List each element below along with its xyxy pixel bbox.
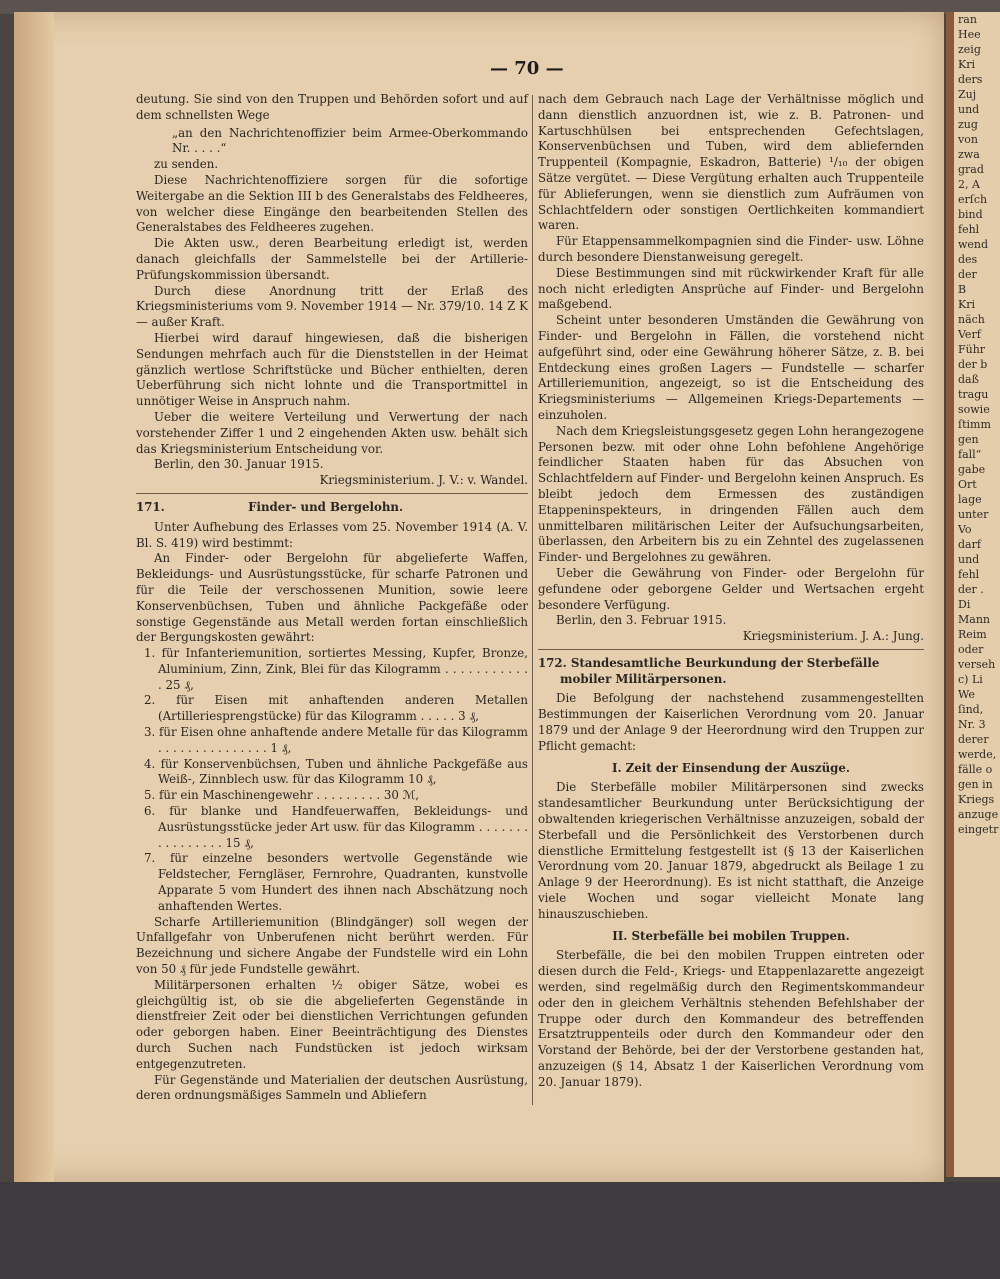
next-page-fragment: Hee [958, 28, 981, 41]
next-page-fragment: daß [958, 373, 979, 386]
paragraph: Hierbei wird darauf hingewiesen, daß die bisherigen Sendungen mehrfach auch für die Dienststellen in der Heimat gänzlich wertlose Schriftstücke und Bücher enthielten, deren Ueberführung sich nicht lohnte und die Transportmittel in unnötiger Weise in Anspruch nahm. [136, 330, 528, 409]
section-divider [538, 649, 924, 650]
list-item: 6. für blanke und Handfeuerwaffen, Bekleidungs- und Ausrüstungsstücke jeder Art usw. für das Kilogramm . . . . . . . . . . . . . . . . 15 ₰, [144, 804, 528, 850]
paragraph: nach dem Gebrauch nach Lage der Verhältnisse möglich und dann dienstlich anzuordnen ist, wie z. B. Patronen- und Kartuschhülsen bei entsprechenden Gefechtslagen, Konservenbüchsen und Tuben, wird dem abliefernden Truppenteil (Kompagnie, Eskadron, Batterie) ¹/₁₀ der obigen Sätze vergütet. — Diese Vergütung erhalten auch Truppenteile für Ablieferungen, wenn sie dienstlich zum Aufräumen von Schlachtfeldern oder sonstigen Oertlichkeiten kommandiert waren. [538, 92, 924, 233]
paragraph: Die Sterbefälle mobiler Militärpersonen sind zwecks standesamtlicher Beurkundung unter Berücksichtigung der obwaltenden kriegerischen Verhältnisse anzuzeigen, sobald der Sterbefall und die Persönlichkeit des Verstorbenen durch dienstliche Ermittelung festgestellt ist (§ 13 der Kaiserlichen Verordnung vom 20. Januar 1879, abgedruckt als Beilage 1 zu Anlage 9 der Heerordnung). Es ist nicht statthaft, die Anzeige viele Wochen und sogar vielleicht Monate lang hinauszuschieben. [538, 780, 924, 921]
next-page-edge [946, 12, 1000, 1177]
section-number: 172. [538, 655, 567, 670]
section-intro: Die Befolgung der nachstehend zusammengestellten Bestimmungen der Kaiserlichen Verordnung vom 20. Januar 1879 und der Anlage 9 der Heerordnung wird den Truppen zur Pflicht gemacht: [538, 691, 924, 753]
next-page-fragment: Führ [958, 343, 986, 356]
paragraph: Für Gegenstände und Materialien der deutschen Ausrüstung, deren ordnungsmäßiges Sammeln und Abliefern [136, 1072, 528, 1103]
paragraph: Die Akten usw., deren Bearbeitung erledigt ist, werden danach gleichfalls der Sammelstelle bei der Artillerie-Prüfungskommission übersandt. [136, 236, 528, 282]
list-item: 7. für einzelne besonders wertvolle Gegenstände wie Feldstecher, Ferngläser, Fernrohre, Quadranten, kunstvolle Apparate 5 vom Hundert des ihnen nach Abschätzung noch anhaftenden Wertes. [144, 851, 528, 913]
next-page-fragment: des [958, 253, 978, 266]
paragraph: Ueber die Gewährung von Finder- oder Bergelohn für gefundene oder geborgene Gelder und Wertsachen ergeht besondere Verfügung. [538, 565, 924, 612]
next-page-fragment: Di [958, 598, 971, 611]
next-page-fragment: Kriegs [958, 793, 995, 806]
next-page-fragment: Vo [958, 523, 972, 536]
next-page-fragment: ran [958, 13, 977, 26]
next-page-fragment: Reim [958, 628, 987, 641]
next-page-fragment: wend [958, 238, 989, 251]
subsection-title: II. Sterbefälle bei mobilen Truppen. [612, 928, 850, 943]
next-page-fragment: der b [958, 358, 988, 371]
next-page-fragment: anzuge [958, 808, 999, 821]
list-item: 3. für Eisen ohne anhaftende andere Metalle für das Kilogramm . . . . . . . . . . . . . . . 1 ₰, [144, 725, 528, 755]
next-page-fragment: gen [958, 433, 979, 446]
section-divider [136, 493, 528, 494]
signature-line: Kriegsministerium. J. A.: Jung. [742, 629, 924, 644]
paragraph: Nach dem Kriegsleistungsgesetz gegen Lohn herangezogene Personen bezw. mit oder ohne Lohn befohlene Angehörige feindlicher Staaten haben für das Absuchen von Schlachtfeldern auf Finder- und Bergelohn keinen Anspruch. Es bleibt jedoch dem Ermessen des zuständigen Etappeninspekteurs, in dringenden Fällen auch dem unmittelbaren militärischen Leiter der Aufsuchungsarbeiten, überlassen, den Arbeitern bis zu ein Zehntel des zugelassenen Finder- und Bergelohnes zu gewähren. [538, 423, 924, 565]
next-page-fragment: eingetr [958, 823, 999, 836]
paragraph: Diese Bestimmungen sind mit rückwirkender Kraft für alle noch nicht erledigten Ansprüche auf Finder- und Bergelohn maßgebend. [538, 265, 924, 312]
after-quote-text: zu senden. [154, 157, 219, 172]
next-page-fragment: verseh [958, 658, 996, 671]
date-line: Berlin, den 3. Februar 1915. [556, 613, 727, 628]
next-page-fragment: und [958, 103, 980, 116]
paragraph: Diese Nachrichtenoffiziere sorgen für die sofortige Weitergabe an die Sektion III b des Generalstabs des Feldheeres, von welcher diese Eingänge den bearbeitenden Stellen des Generalstabes des Feldheeres zugehen. [136, 172, 528, 235]
next-page-fragment: fälle o [958, 763, 993, 776]
next-page-fragment: und [958, 553, 980, 566]
left-column [136, 92, 528, 1104]
signature-line: Kriegsministerium. J. V.: v. Wandel. [319, 473, 528, 488]
next-page-fragment: näch [958, 313, 985, 326]
address-quote: „an den Nachrichtenoffizier beim Armee-Oberkommando Nr. . . . .“ [172, 125, 528, 156]
list-item: 4. für Konservenbüchsen, Tuben und ähnliche Packgefäße aus Weiß-, Zinnblech usw. für das Kilogramm 10 ₰, [144, 756, 528, 787]
next-page-fragment: Kri [958, 58, 975, 71]
next-page-fragment: grad [958, 163, 984, 176]
next-page-fragment: c) Li [958, 673, 983, 686]
next-page-fragment: B [958, 283, 967, 296]
paragraph: Scharfe Artilleriemunition (Blindgänger) soll wegen der Unfallgefahr von Unberufenen nicht berührt werden. Für Bezeichnung und sichere Angabe der Fundstelle wird ein Lohn von 50 ₰ für jede Fundstelle gewährt. [136, 914, 528, 977]
next-page-fragment: tragu [958, 388, 989, 401]
page-number: — 70 — [490, 58, 564, 79]
column-divider [532, 95, 533, 1105]
list-item: 1. für Infanteriemunition, sortiertes Messing, Kupfer, Bronze, Aluminium, Zinn, Zink, Blei für das Kilogramm . . . . . . . . . . . . 25 ₰, [144, 646, 528, 692]
next-page-fragment: werde, [958, 748, 997, 761]
next-page-fragment: der . [958, 583, 984, 596]
next-page-fragment: fall“ [958, 448, 982, 461]
next-page-fragment: ders [958, 73, 983, 86]
next-page-fragment: 2, A [958, 178, 980, 191]
next-page-fragment: fehl [958, 568, 980, 581]
paragraph: An Finder- oder Bergelohn für abgelieferte Waffen, Bekleidungs- und Ausrüstungsstücke, für scharfe Patronen und für die Teile der verschossenen Munition, sowie leere Konservenbüchsen, Tuben und ähnliche Packgefäße oder sonstige Gegenstände aus Metall werden fortan einschließlich der Bergungskosten gewährt: [136, 551, 528, 645]
next-page-fragment: darf [958, 538, 981, 551]
next-page-fragment: ſind, [958, 703, 984, 716]
list-item: 5. für ein Maschinengewehr . . . . . . . . . 30 ℳ, [144, 788, 420, 803]
section-number: 171. [136, 499, 165, 514]
next-page-fragment: unter [958, 508, 989, 521]
next-page-fragment: Mann [958, 613, 990, 626]
next-page-fragment: lage [958, 493, 982, 506]
next-page-fragment: Kri [958, 298, 975, 311]
intro-text: deutung. Sie sind von den Truppen und Behörden sofort und auf dem schnellsten Wege [136, 92, 528, 122]
section-heading [538, 656, 924, 688]
section-title: Standesamtliche Beurkundung der Sterbefälle mobiler Militärpersonen. [560, 655, 880, 686]
date-line: Berlin, den 30. Januar 1915. [154, 457, 324, 472]
paragraph: Für Etappensammelkompagnien sind die Finder- usw. Löhne durch besondere Dienstanweisung geregelt. [538, 234, 924, 264]
next-page-fragment: oder [958, 643, 984, 656]
background-bottom [0, 1182, 1000, 1279]
next-page-fragment: Verf [958, 328, 981, 341]
right-column [538, 92, 924, 1091]
paragraph: Militärpersonen erhalten ½ obiger Sätze, wobei es gleichgültig ist, ob sie die abgelieferten Gegenstände in dienstfreier Zeit oder bei dienstlichen Verrichtungen gefunden oder geborgen haben. Einer Beeinträchtigung des Dienstes durch Suchen nach Fundstücken ist jedoch wirksam entgegenzutreten. [136, 977, 528, 1071]
next-page-fragment: gen in [958, 778, 993, 791]
next-page-fragment: fehl [958, 223, 980, 236]
next-page-fragment: der [958, 268, 977, 281]
next-page-fragment: derer [958, 733, 989, 746]
paragraph: Ueber die weitere Verteilung und Verwertung der nach vorstehender Ziffer 1 und 2 eingehenden Akten usw. behält sich das Kriegsministerium Entscheidung vor. [136, 409, 528, 456]
section-heading [136, 500, 528, 516]
next-page-fragment: zwa [958, 148, 980, 161]
next-page-fragment: zeig [958, 43, 981, 56]
next-page-fragment: Nr. 3 [958, 718, 986, 731]
next-page-fragment: Zuj [958, 88, 977, 101]
paragraph: Sterbefälle, die bei den mobilen Truppen eintreten oder diesen durch die Feld-, Kriegs- und Etappenlazarette angezeigt werden, sind regelmäßig durch den Regimentskommandeur oder den in gleichem Verhältnis stehenden Befehlshaber der Truppe oder durch den Kommandeur des betreffenden Ersatztruppenteils oder durch den Kommandeur oder den Vorstand der Behörde, bei der der Verstorbene gestanden hat, anzuzeigen (§ 14, Absatz 1 der Kaiserlichen Verordnung vom 20. Januar 1879). [538, 948, 924, 1089]
next-page-fragment: We [958, 688, 975, 701]
next-page-fragment: erſch [958, 193, 988, 206]
page-gutter [14, 12, 54, 1182]
list-item: 2. für Eisen mit anhaftenden anderen Metallen (Artilleriesprengstücke) für das Kilogramm . . . . . 3 ₰, [144, 693, 528, 724]
next-page-fragment: ſtimm [958, 418, 991, 431]
next-page-fragment: von [958, 133, 978, 146]
paragraph: Scheint unter besonderen Umständen die Gewährung von Finder- und Bergelohn in Fällen, die vorstehend nicht aufgeführt sind, oder eine Gewährung höherer Sätze, z. B. bei Entdeckung eines großen Lagers — Fundstelle — scharfer Artilleriemunition, angezeigt, so ist die Entscheidung des Kriegsministeriums — Allgemeinen Kriegs-Departements — einzuholen. [538, 313, 924, 422]
section-title: Finder- und Bergelohn. [248, 499, 404, 514]
next-page-fragment: zug [958, 118, 978, 131]
section-intro: Unter Aufhebung des Erlasses vom 25. November 1914 (A. V. Bl. S. 419) wird bestimmt: [136, 519, 528, 550]
next-page-fragment: sowie [958, 403, 990, 416]
paragraph: Durch diese Anordnung tritt der Erlaß des Kriegsministeriums vom 9. November 1914 — Nr. 379/10. 14 Z K — außer Kraft. [136, 283, 528, 330]
next-page-fragment: bind [958, 208, 983, 221]
next-page-fragment: gabe [958, 463, 986, 476]
subsection-title: I. Zeit der Einsendung der Auszüge. [611, 760, 851, 775]
next-page-fragment: Ort [958, 478, 977, 491]
